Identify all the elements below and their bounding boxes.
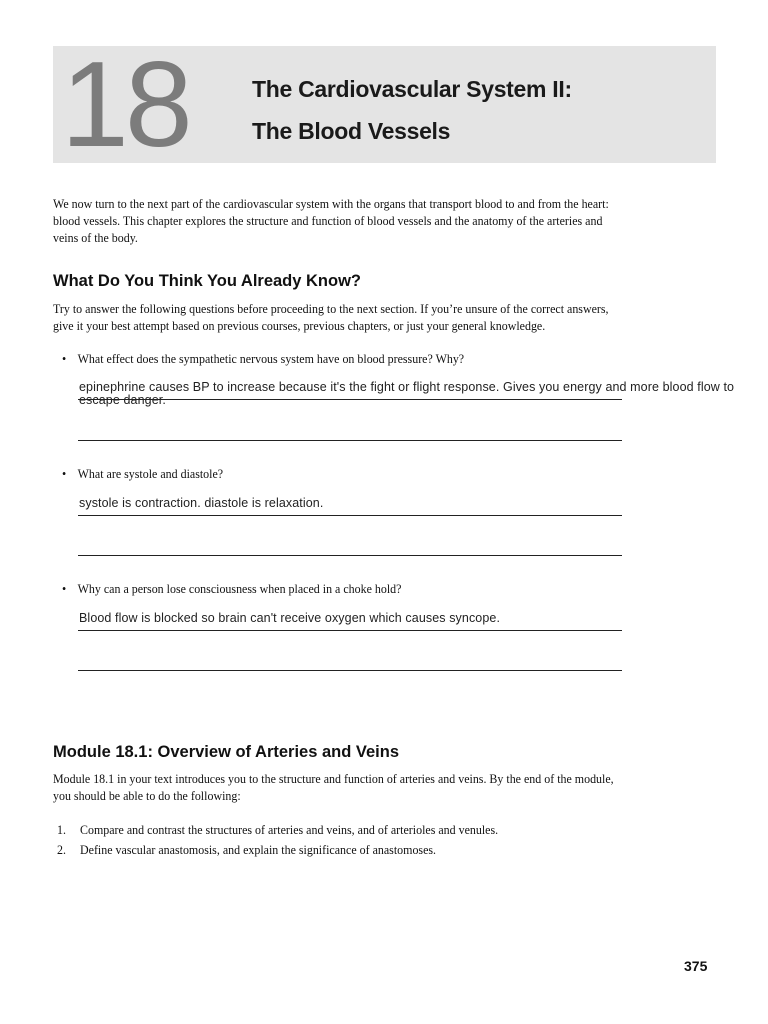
chapter-number: 18 bbox=[61, 36, 189, 172]
section-heading-already-know: What Do You Think You Already Know? bbox=[53, 272, 362, 290]
chapter-title-line-1: The Cardiovascular System II: bbox=[252, 76, 572, 102]
answer-line bbox=[78, 670, 622, 671]
bullet: • bbox=[62, 466, 67, 481]
list-item bbox=[57, 820, 498, 840]
intro-paragraph: We now turn to the next part of the cardiovascular system with the organs that transport blood to and from the heart: blood vessels. This chapter explores the structure and function of blood vessels and the anatomy of the arteries and veins of the body. bbox=[53, 196, 609, 245]
answer-line bbox=[78, 440, 622, 441]
answer-2-text[interactable]: systole is contraction. diastole is relaxation. bbox=[79, 496, 324, 510]
objective-text: Define vascular anastomosis, and explain the significance of anastomoses. bbox=[80, 842, 437, 857]
chapter-title-line-2: The Blood Vessels bbox=[252, 118, 451, 144]
chapter-title bbox=[252, 68, 572, 152]
answer-line bbox=[78, 399, 622, 400]
question-2 bbox=[62, 466, 223, 482]
page-number: 375 bbox=[684, 958, 708, 974]
answer-line bbox=[78, 555, 622, 556]
chapter-header bbox=[53, 36, 716, 172]
answer-3-text[interactable]: Blood flow is blocked so brain can't receive oxygen which causes syncope. bbox=[79, 611, 501, 625]
list-item bbox=[57, 840, 498, 860]
objective-text: Compare and contrast the structures of arteries and veins, and of arterioles and venules. bbox=[80, 822, 499, 837]
module-intro-paragraph: Module 18.1 in your text introduces you to the structure and function of arteries and veins. By the end of the module, you should be able to do the following: bbox=[53, 771, 614, 803]
bullet: • bbox=[62, 351, 67, 366]
bullet: • bbox=[62, 581, 67, 596]
module-heading: Module 18.1: Overview of Arteries and Veins bbox=[53, 743, 400, 761]
answer-line bbox=[78, 515, 622, 516]
question-3-text: Why can a person lose consciousness when placed in a choke hold? bbox=[77, 581, 402, 596]
question-1 bbox=[62, 351, 464, 367]
question-3 bbox=[62, 581, 401, 597]
instructions-paragraph: Try to answer the following questions before proceeding to the next section. If you’re unsure of the correct answers, give it your best attempt based on previous courses, previous chapters, or just your general knowledge. bbox=[53, 301, 609, 333]
objective-number: 1. bbox=[57, 822, 66, 837]
answer-1-text[interactable]: epinephrine causes BP to increase because it's the fight or flight response. Gives you energy and more blood flow to escape danger. bbox=[79, 380, 735, 407]
objective-number: 2. bbox=[57, 842, 66, 857]
question-1-text: What effect does the sympathetic nervous system have on blood pressure? Why? bbox=[77, 351, 465, 366]
objectives-list bbox=[57, 820, 498, 860]
answer-line bbox=[78, 630, 622, 631]
question-2-text: What are systole and diastole? bbox=[77, 466, 224, 481]
